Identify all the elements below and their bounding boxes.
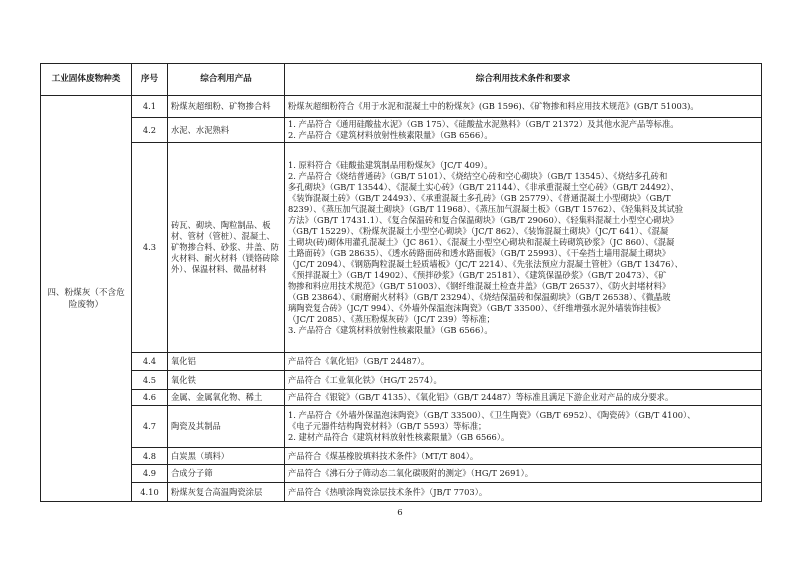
condition-line: 产品符合《煤基橡胶填料技术条件》（MT/T 804）。 — [288, 450, 479, 461]
row-number: 4.1 — [132, 96, 168, 118]
table-row — [41, 371, 762, 390]
table-row — [41, 390, 762, 406]
condition-line: 1. 原料符合《硅酸盐建筑制品用粉煤灰》（JC/T 409）。 — [288, 159, 493, 170]
conditions-cell — [285, 465, 762, 483]
condition-line: （JC/T 2085）、《蒸压粉煤灰砖》（JC/T 239）等标准； — [288, 313, 495, 324]
page-number: 6 — [397, 508, 403, 518]
conditions-cell — [285, 448, 762, 465]
conditions-cell — [285, 118, 762, 143]
condition-line: 土砌块(砖)砌体用灌孔混凝土》（JC 861）、《混凝土小型空心砌块和混凝土砖砌筑砂浆》（JC 860）、《混凝 — [288, 236, 675, 247]
row-number: 4.6 — [132, 390, 168, 406]
header-conditions: 综合利用技术条件和要求 — [285, 64, 762, 96]
conditions-cell — [285, 96, 762, 118]
condition-line: （GB 23864）、《耐磨耐火材料》（GB/T 23294）、《烧结保温砖和保温砌块》（GB/T 26538）、《微晶玻 — [288, 291, 671, 302]
row-number: 4.3 — [132, 143, 168, 353]
header-category: 工业固体废物种类 — [41, 64, 132, 96]
condition-line: 产品符合《热喷涂陶瓷涂层技术条件》（JB/T 7703）。 — [288, 486, 488, 497]
conditions-cell — [285, 353, 762, 371]
condition-line: 方法》（GB/T 17431.1）、《复合保温砖和复合保温砌块》（GB/T 29060）、《轻集料混凝土小型空心砌块》 — [288, 214, 679, 225]
condition-line: 产品符合《沸石分子筛动态二氧化碳吸附的测定》（HG/T 2691）。 — [288, 468, 534, 478]
condition-line: 2. 产品符合《建筑材料放射性核素限量》（GB 6566）。 — [288, 130, 493, 140]
table-row — [41, 465, 762, 483]
condition-line: 8239）、《蒸压加气混凝土砌块》（GB/T 11968）、《蒸压加气混凝土板》（GB/T 15762）、《轻集料及其试验 — [288, 203, 684, 214]
row-number: 4.2 — [132, 118, 168, 143]
header-seq: 序号 — [132, 64, 168, 96]
condition-line: 《装饰混凝土砖》（GB/T 24493）、《承重混凝土多孔砖》（GB 25779）、《普通混凝土小型砌块》（GB/T — [288, 192, 671, 203]
condition-line: 《电子元器件结构陶瓷材料》（GB/T 5593）等标准； — [288, 421, 487, 431]
conditions-cell — [285, 390, 762, 406]
condition-line: 1. 产品符合《通用硅酸盐水泥》（GB 175）、《硅酸盐水泥熟料》（GB/T 21372）及其他水泥产品等标准。 — [288, 119, 679, 129]
condition-line: 粉煤灰超细粉符合《用于水泥和混凝土中的粉煤灰》(GB 1596)、《矿物掺和料应用技术规范》(GB/T 51003)。 — [288, 101, 699, 111]
standards-table — [40, 63, 762, 502]
condition-line: 2. 产品符合《烧结普通砖》（GB/T 5101）、《烧结空心砖和空心砌块》（GB/T 13545）、《烧结多孔砖和 — [288, 170, 668, 181]
category-cell: 四、粉煤灰（不含危险废物） — [41, 96, 132, 502]
product-cell: 氧化铁 — [168, 371, 285, 390]
table-header-row — [41, 64, 762, 96]
row-number: 4.4 — [132, 353, 168, 371]
table-row — [41, 483, 762, 502]
conditions-cell — [285, 371, 762, 390]
row-number: 4.7 — [132, 406, 168, 448]
table-row — [41, 118, 762, 143]
product-cell: 陶瓷及其制品 — [168, 406, 285, 448]
table-row — [41, 406, 762, 448]
table-row — [41, 448, 762, 465]
product-cell: 粉煤灰复合高温陶瓷涂层 — [168, 483, 285, 502]
condition-line: 产品符合《工业氧化铁》（HG/T 2574）。 — [288, 374, 442, 385]
product-cell: 砖瓦、砌块、陶粒制品、板材、管材（管桩）、混凝土、矿物掺合料、砂浆、井盖、防火材料、耐火材料（镁铬砖除外）、保温材料、微晶材料 — [168, 143, 285, 353]
product-cell: 合成分子筛 — [168, 465, 285, 483]
row-number: 4.9 — [132, 465, 168, 483]
table-row — [41, 96, 762, 118]
condition-line: 《预拌混凝土》（GB/T 14902）、《预拌砂浆》（GB/T 25181）、《建筑保温砂浆》（GB/T 20473）、《矿 — [288, 269, 667, 280]
condition-line: （GB/T 15229）、《粉煤灰混凝土小型空心砌块》（JC/T 862）、《装饰混凝土砌块》（JC/T 641）、《混凝 — [288, 225, 669, 236]
condition-line: 产品符合《氧化铝》（GB/T 24487）。 — [288, 356, 430, 366]
product-cell: 白炭黑（填料） — [168, 448, 285, 465]
condition-line: （JC/T 2094）、《钢筋陶粒混凝土轻质墙板》（JC/T 2214）、《先张法预应力混凝土管桩》（GB/T 13476）、 — [288, 258, 683, 269]
condition-line: 3. 产品符合《建筑材料放射性核素限量》（GB 6566）。 — [288, 324, 493, 335]
product-cell: 氧化铝 — [168, 353, 285, 371]
condition-line: 1. 产品符合《外墙外保温泡沫陶瓷》（GB/T 33500）、《卫生陶瓷》（GB/T 6952）、《陶瓷砖》（GB/T 4100）、 — [288, 410, 696, 420]
product-cell: 金属、金属氧化物、稀土 — [168, 390, 285, 406]
conditions-cell — [285, 406, 762, 448]
conditions-cell — [285, 483, 762, 502]
condition-line: 璃陶瓷复合砖》（JC/T 994）、《外墙外保温泡沫陶瓷》（GB/T 33500）、《纤维增强水泥外墙装饰挂板》 — [288, 302, 665, 313]
product-cell: 水泥、水泥熟料 — [168, 118, 285, 143]
product-cell: 粉煤灰超细粉、矿物掺合料 — [168, 96, 285, 118]
table-row — [41, 353, 762, 371]
row-number: 4.5 — [132, 371, 168, 390]
condition-line: 产品符合《银锭》（GB/T 4135）、《氧化铝》（GB/T 24487）等标准且满足下游企业对产品的成分要求。 — [288, 392, 674, 402]
condition-line: 2. 建材产品符合《建筑材料放射性核素限量》（GB 6566）。 — [288, 432, 510, 442]
condition-line: 土路面砖》（GB 28635）、《透水砖路面砖和透水路面板》（GB/T 25993）、《干垒挡土墙用混凝土砌块》 — [288, 247, 671, 258]
condition-line: 多孔砌块》（GB/T 13544）、《混凝土实心砖》（GB/T 21144）、《非承重混凝土空心砖》（GB/T 24492）、 — [288, 181, 679, 192]
row-number: 4.10 — [132, 483, 168, 502]
row-number: 4.8 — [132, 448, 168, 465]
conditions-cell — [285, 143, 762, 353]
table-row — [41, 143, 762, 353]
header-product: 综合利用产品 — [168, 64, 285, 96]
condition-line: 物掺和料应用技术规范》（GB/T 51003）、《钢纤维混凝土检查井盖》（GB/T 26537）、《防火封堵材料》 — [288, 280, 671, 291]
